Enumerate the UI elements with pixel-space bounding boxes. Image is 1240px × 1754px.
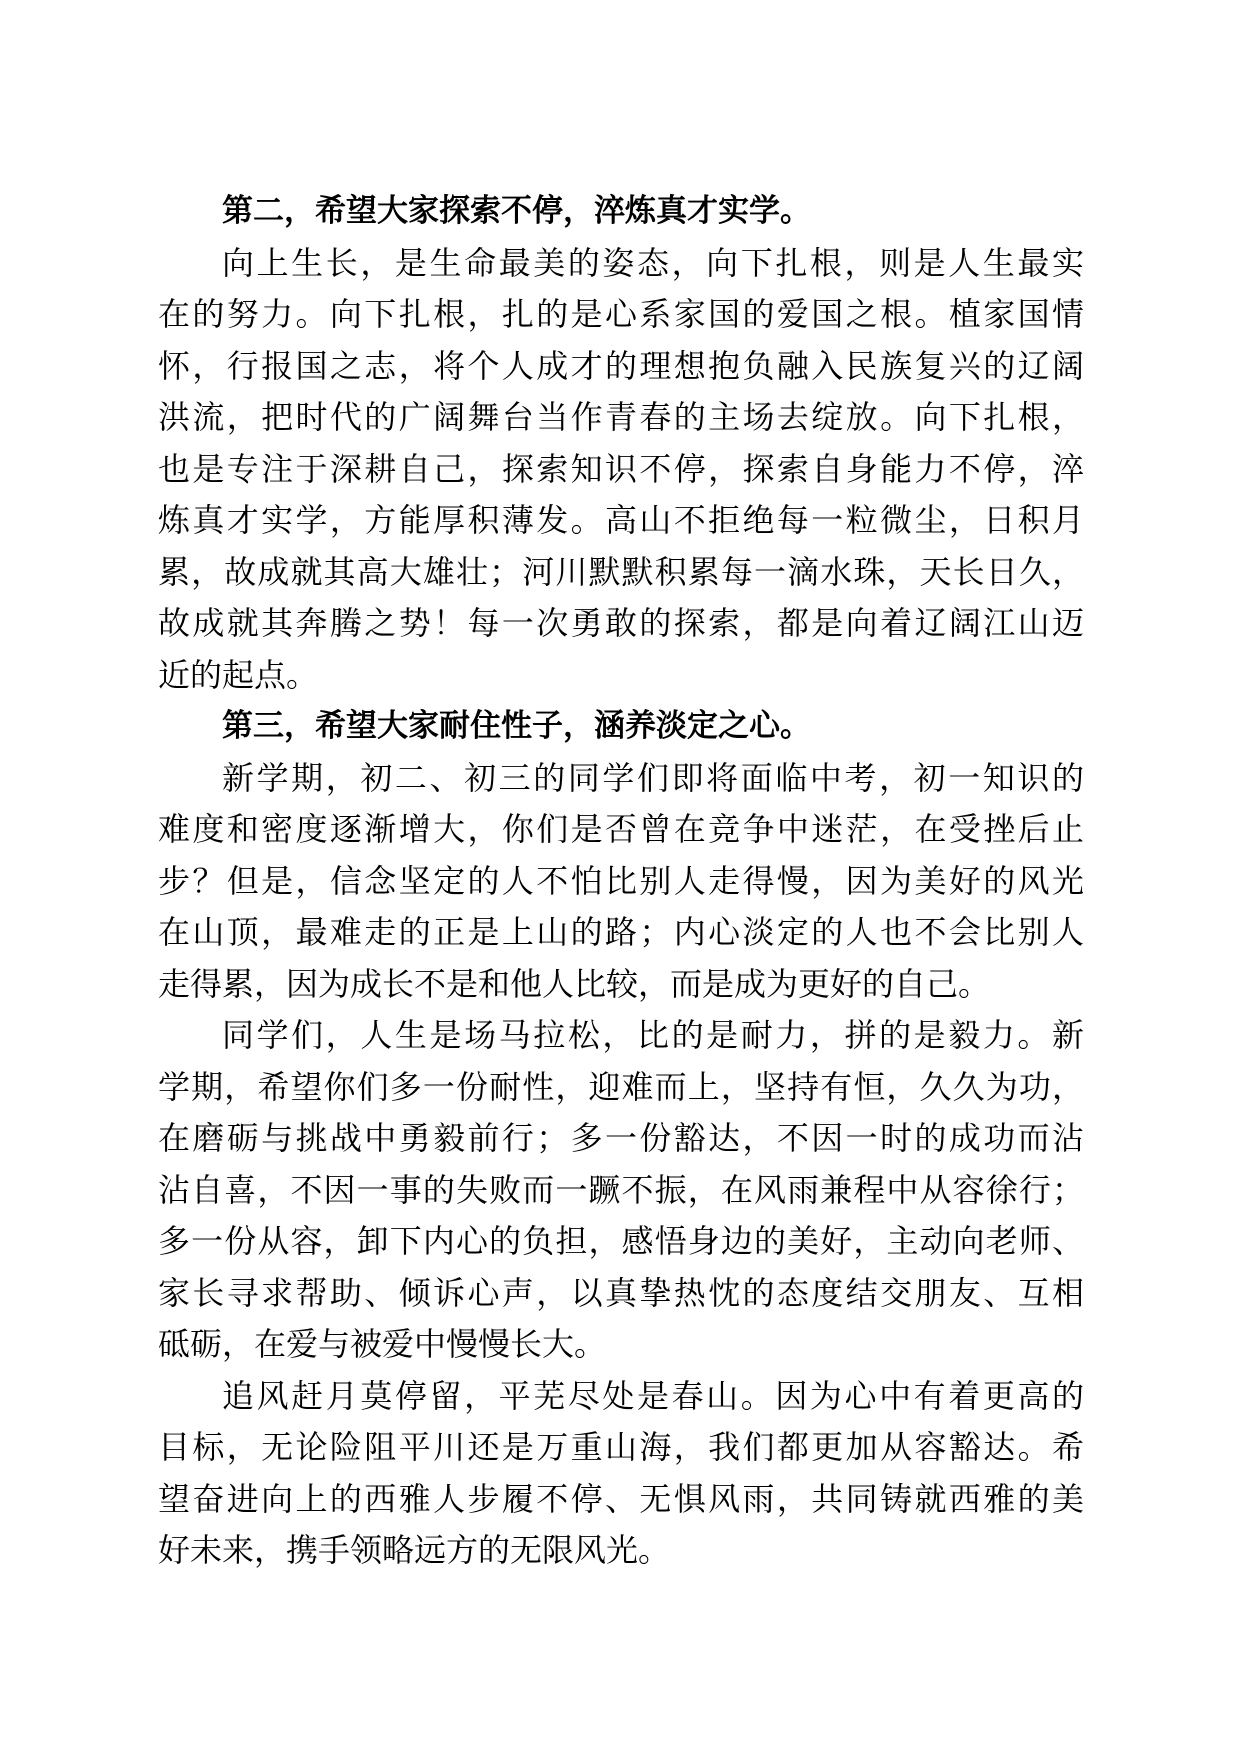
paragraph-closing <box>158 1371 1084 1577</box>
section-heading-3: 第三，希望大家耐住性子，涵养淡定之心。 <box>222 708 811 744</box>
text-line: 家长寻求帮助、倾诉心声，以真挚热忱的态度结交朋友、互相 <box>158 1273 1084 1312</box>
text-line: 在山顶，最难走的正是上山的路；内心淡定的人也不会比别人 <box>158 913 1084 951</box>
text-line: 目标，无论险阻平川还是万重山海，我们都更加从容豁达。希 <box>158 1428 1084 1466</box>
text-line: 学期，希望你们多一份耐性，迎难而上，坚持有恒，久久为功， <box>158 1067 1084 1106</box>
section-heading-2: 第二，希望大家探索不停，淬炼真才实学。 <box>222 193 811 229</box>
text-line: 怀，行报国之志，将个人成才的理想抱负融入民族复兴的辽阔 <box>158 346 1084 385</box>
text-line: 砥砺，在爱与被爱中慢慢长大。 <box>158 1325 607 1363</box>
text-line: 沾自喜，不因一事的失败而一蹶不振，在风雨兼程中从容徐行； <box>158 1170 1084 1209</box>
text-line: 故成就其奔腾之势！每一次勇敢的探索，都是向着辽阔江山迈 <box>158 604 1084 642</box>
paragraph-marathon <box>158 1010 1084 1371</box>
text-line: 新学期，初二、初三的同学们即将面临中考，初一知识的 <box>222 758 1084 797</box>
text-line: 向上生长，是生命最美的姿态，向下扎根，则是人生最实 <box>222 243 1084 282</box>
text-line: 难度和密度逐渐增大，你们是否曾在竞争中迷茫，在受挫后止 <box>158 810 1084 848</box>
text-line: 炼真才实学，方能厚积薄发。高山不拒绝每一粒微尘，日积月 <box>158 501 1084 539</box>
text-line: 好未来，携手领略远方的无限风光。 <box>158 1531 671 1569</box>
paragraph-roots <box>158 238 1084 702</box>
text-line: 望奋进向上的西雅人步履不停、无惧风雨，共同铸就西雅的美 <box>158 1479 1084 1518</box>
text-line: 步？但是，信念坚定的人不怕比别人走得慢，因为美好的风光 <box>158 861 1084 900</box>
text-line: 走得累，因为成长不是和他人比较，而是成为更好的自己。 <box>158 964 991 1003</box>
text-line: 也是专注于深耕自己，探索知识不停，探索自身能力不停，淬 <box>158 449 1084 488</box>
text-line: 在磨砺与挑战中勇毅前行；多一份豁达，不因一时的成功而沾 <box>158 1119 1084 1157</box>
paragraph-new-term <box>158 753 1084 1011</box>
text-line: 洪流，把时代的广阔舞台当作青春的主场去绽放。向下扎根， <box>158 398 1084 436</box>
text-line: 多一份从容，卸下内心的负担，感悟身边的美好，主动向老师、 <box>158 1222 1084 1260</box>
document-body <box>158 186 1084 1577</box>
text-line: 在的努力。向下扎根，扎的是心系家国的爱国之根。植家国情 <box>158 295 1084 333</box>
text-line: 近的起点。 <box>158 655 319 694</box>
text-line: 追风赶月莫停留，平芜尽处是春山。因为心中有着更高的 <box>222 1376 1084 1415</box>
text-line: 同学们，人生是场马拉松，比的是耐力，拼的是毅力。新 <box>222 1016 1084 1054</box>
text-line: 累，故成就其高大雄壮；河川默默积累每一滴水珠，天长日久， <box>158 552 1084 591</box>
